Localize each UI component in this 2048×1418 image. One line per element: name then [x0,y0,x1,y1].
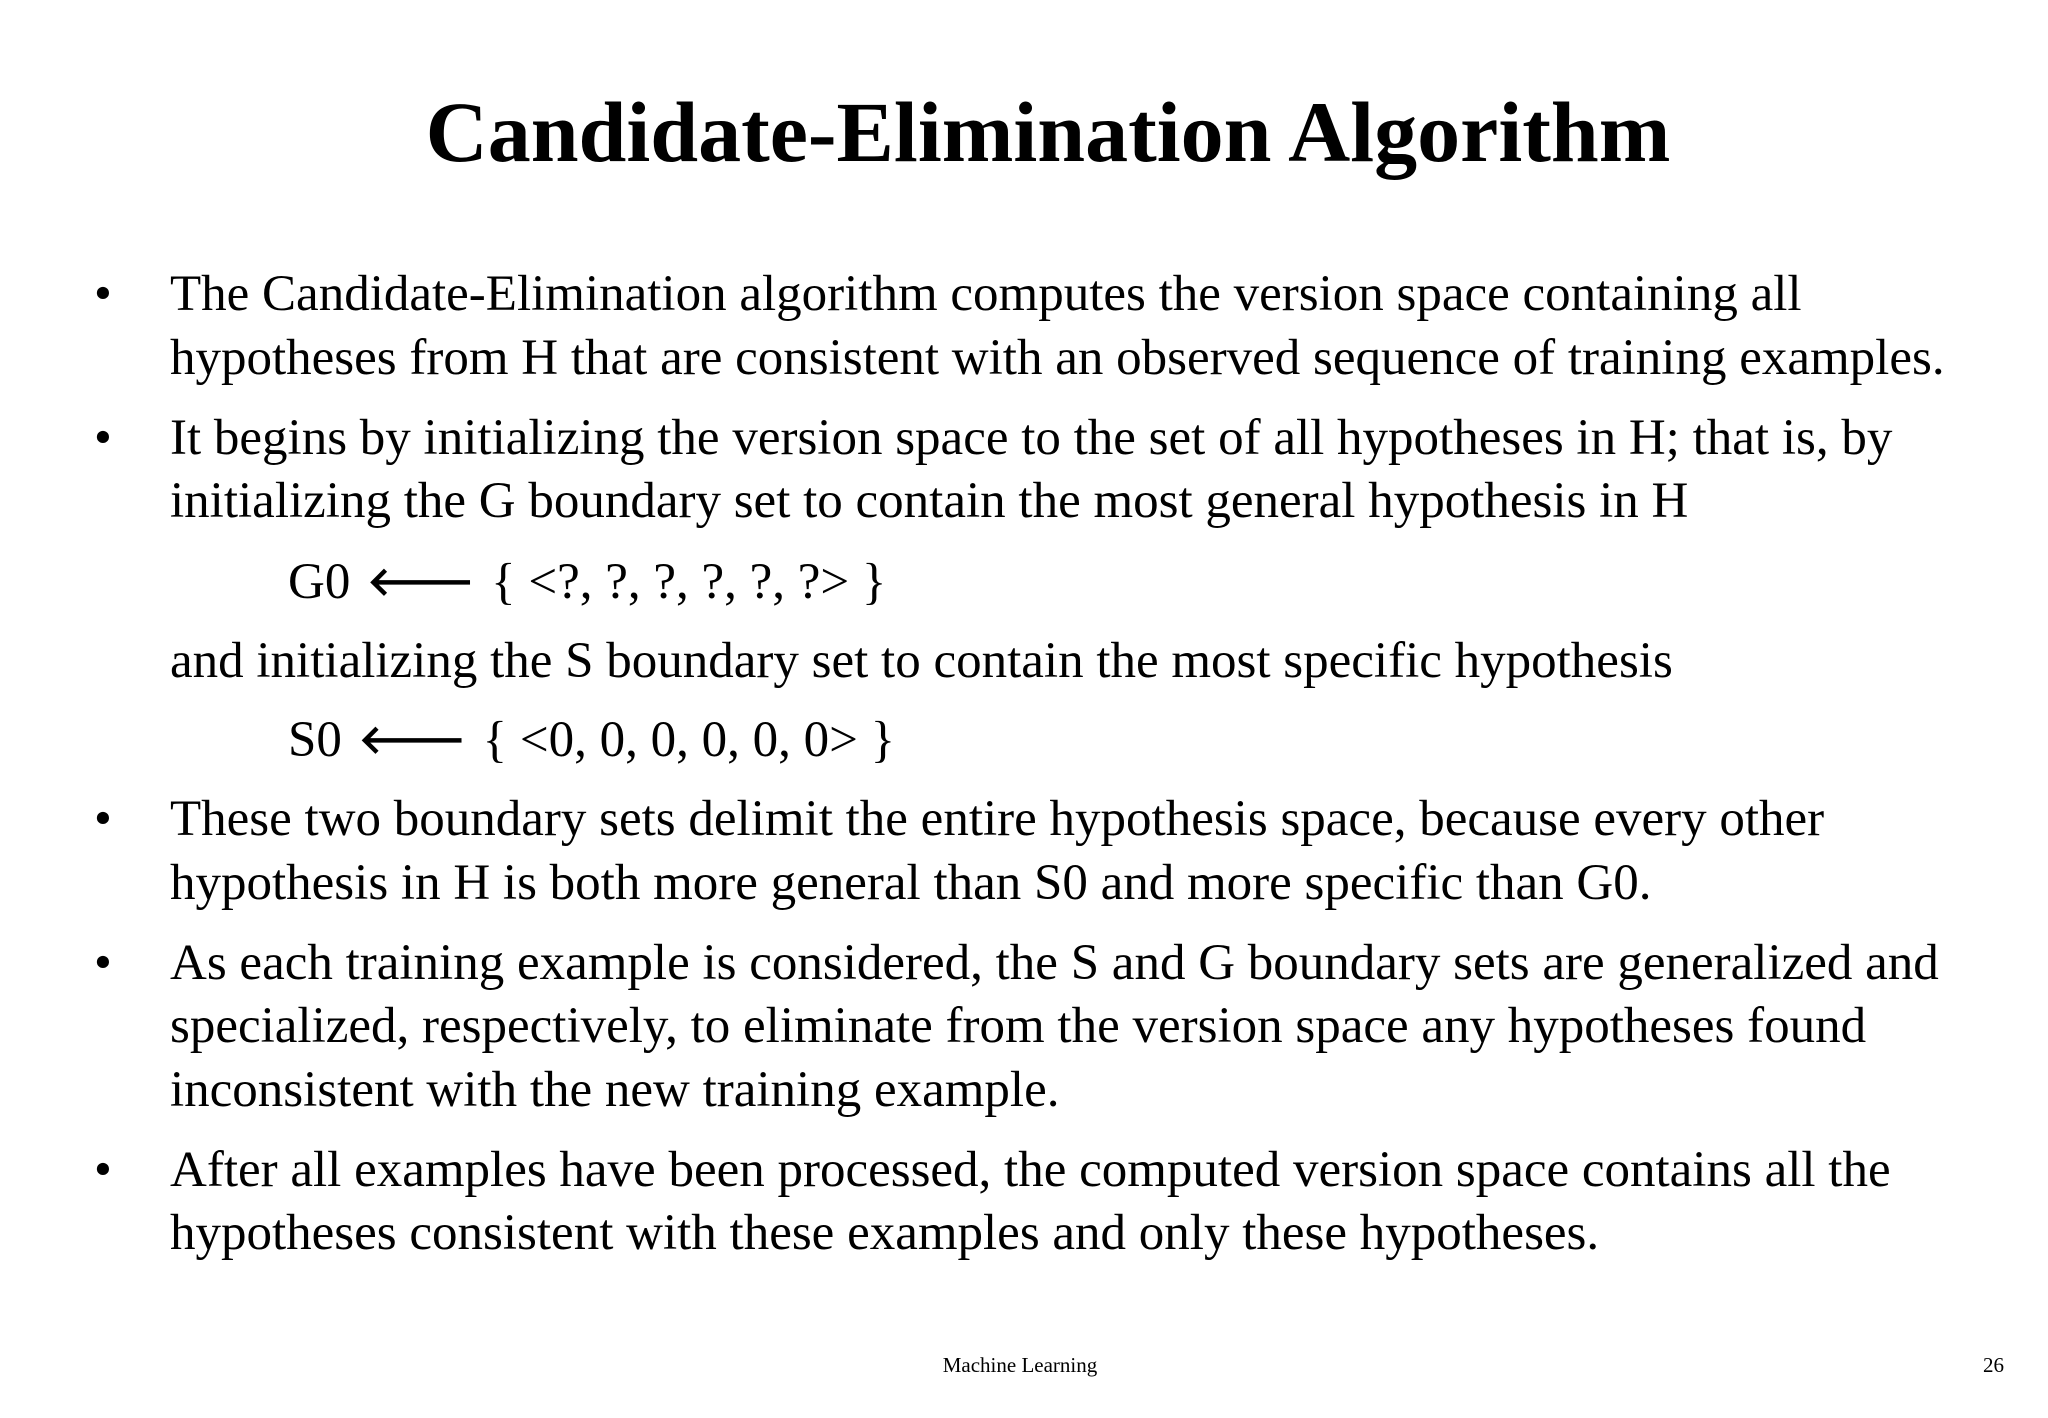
bullet-marker: • [94,1142,112,1198]
bullet-3-line-2: hypothesis in H is both more general than S0 and more specific than G0. [170,855,1652,911]
formula-g0-lhs: G0 [288,554,351,610]
bullet-1-line-1: The Candidate-Elimination algorithm computes the version space containing all [170,266,1802,322]
formula-g0-rhs: { <?, ?, ?, ?, ?, ?> } [491,554,887,610]
bullet-marker: • [94,266,112,322]
bullet-2-line-1: It begins by initializing the version space to the set of all hypotheses in H; that is, by [170,410,1893,466]
bullet-4-line-3: inconsistent with the new training example. [170,1062,1060,1118]
formula-s0 [288,709,895,773]
left-arrow-icon: 🡐 [358,717,466,763]
bullet-2-line-2: initializing the G boundary set to contain the most general hypothesis in H [170,473,1689,529]
formula-g0 [288,551,886,615]
bullet-1-line-2: hypotheses from H that are consistent with an observed sequence of training examples. [170,330,1945,386]
bullet-3-line-1: These two boundary sets delimit the entire hypothesis space, because every other [170,791,1825,847]
formula-s0-lhs: S0 [288,712,342,768]
footer-course-title: Machine Learning [942,1353,1098,1377]
continuation-line: and initializing the S boundary set to contain the most specific hypothesis [170,633,1673,689]
footer-page-number: 26 [1983,1353,2004,1377]
bullet-5-line-1: After all examples have been processed, the computed version space contains all the [170,1142,1891,1198]
bullet-marker: • [94,935,112,991]
bullet-5-line-2: hypotheses consistent with these examples and only these hypotheses. [170,1205,1600,1261]
bullet-4-line-1: As each training example is considered, the S and G boundary sets are generalized and [170,935,1939,991]
left-arrow-icon: 🡐 [367,559,475,605]
bullet-marker: • [94,410,112,466]
bullet-marker: • [94,791,112,847]
slide-title: Candidate-Elimination Algorithm [425,84,1671,180]
formula-s0-rhs: { <0, 0, 0, 0, 0, 0> } [482,712,896,768]
bullet-4-line-2: specialized, respectively, to eliminate from the version space any hypotheses found [170,998,1867,1054]
